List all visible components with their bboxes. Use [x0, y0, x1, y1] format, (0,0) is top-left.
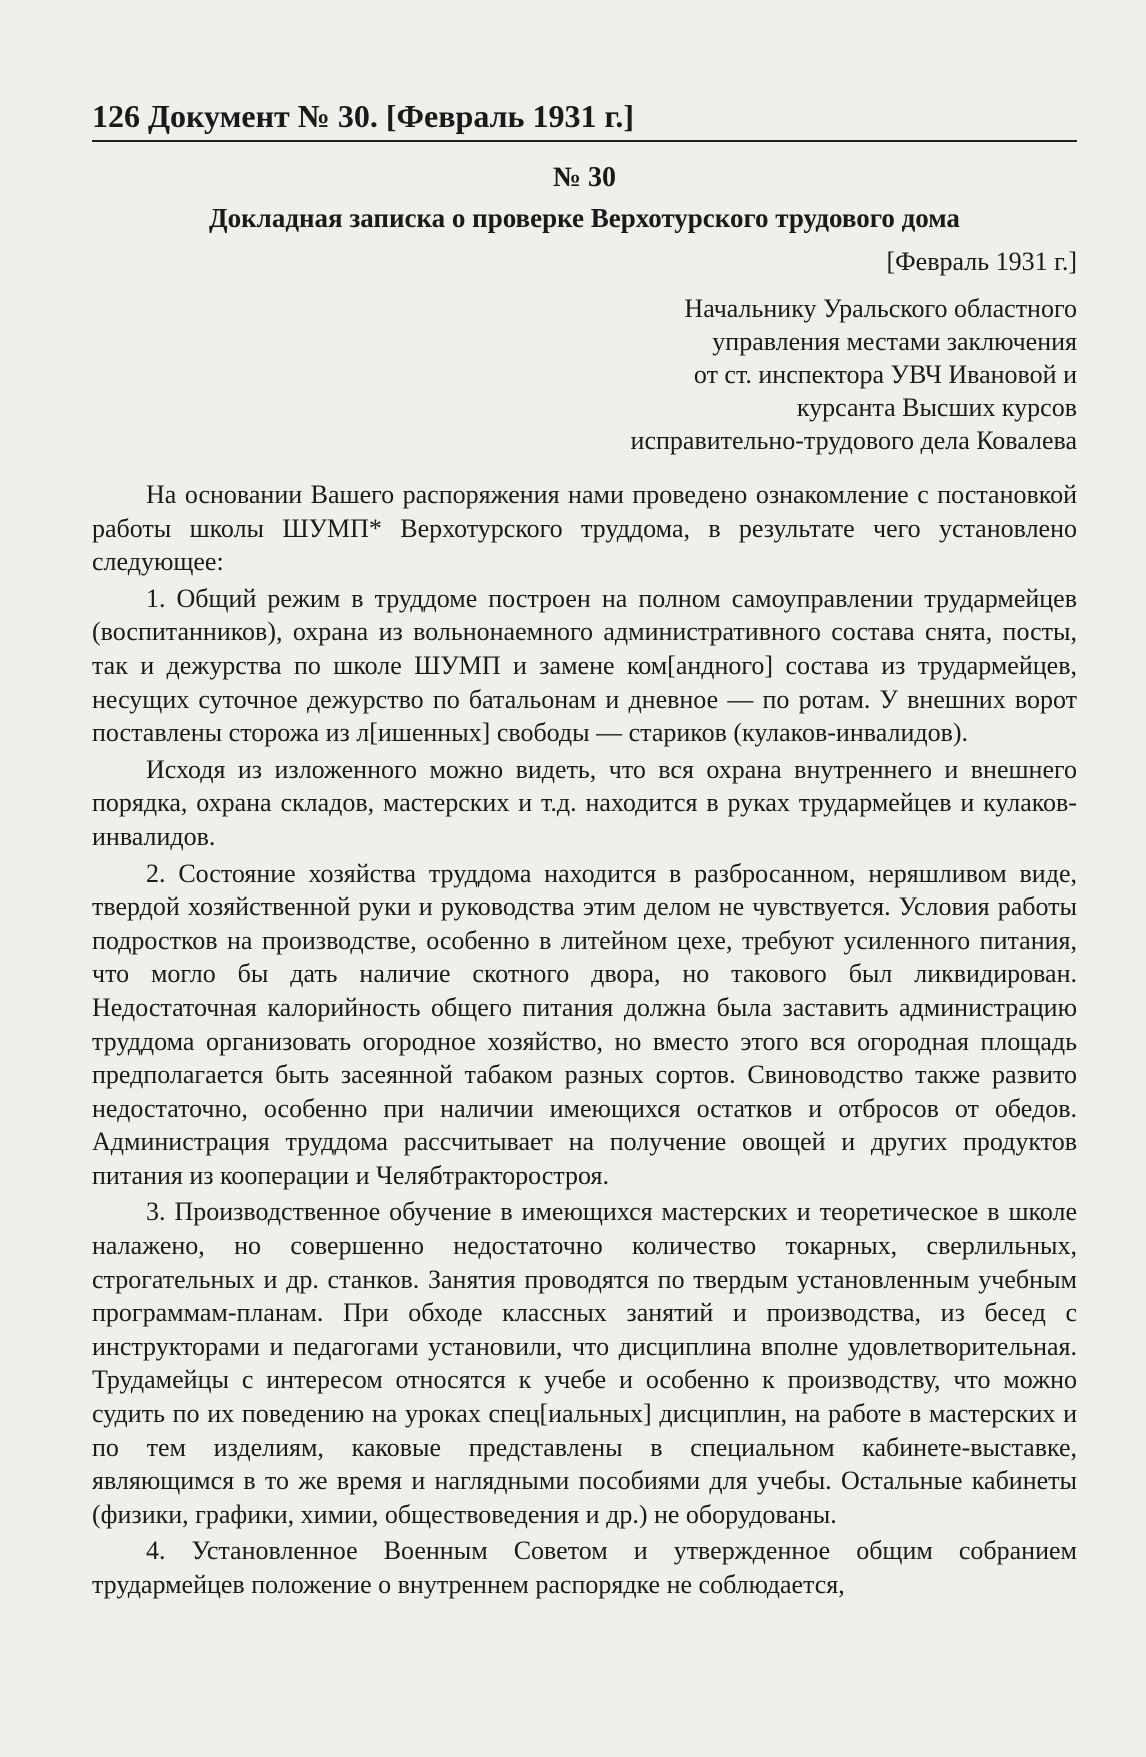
- paragraph-conclusion: Исходя из изложенного можно видеть, что вся охрана внутреннего и внешнего порядка, охрана складов, мастерских и т.д. находится в руках трудармейцев и кулаков-инвалидов.: [92, 754, 1077, 851]
- document-date: [Февраль 1931 г.]: [886, 247, 1077, 276]
- paragraph-item-1: 1. Общий режим в труддоме построен на полном самоуправлении трудармейцев (воспитанников), охрана из вольнонаемного административного состава снята, посты, так и дежурства по школе ШУМП и замене ком[андного] состава из трудармейцев, несущих суточное дежурство по батальонам и дневное — по ротам. У внешних ворот поставлены сторожа из л[ишенных] свободы — стариков (кулаков-инвалидов).: [92, 583, 1077, 748]
- addressee-line: от ст. инспектора УВЧ Ивановой и: [693, 360, 1077, 389]
- addressee-block: [92, 292, 1077, 457]
- document-title: Докладная записка о проверке Верхотурского трудового дома: [209, 203, 960, 233]
- paragraph-item-4: 4. Установленное Военным Советом и утвержденное общим собранием трудармейцев положение о внутреннем распорядке не соблюдается,: [92, 1536, 1077, 1599]
- paragraph-intro: На основании Вашего распоряжения нами проведено ознакомление с постановкой работы школы ШУМП* Верхотурского труддома, в результате чего установлено следующее:: [92, 480, 1077, 577]
- addressee-line: исправительно-трудового дела Ковалева: [630, 426, 1077, 455]
- running-header: 126 Документ № 30. [Февраль 1931 г.]: [92, 98, 635, 134]
- header-rule: [92, 140, 1077, 142]
- document-number: № 30: [552, 162, 617, 193]
- document-body: [92, 478, 1077, 1605]
- addressee-line: курсанта Высших курсов: [796, 393, 1077, 422]
- addressee-line: управления местами заключения: [712, 327, 1077, 356]
- paragraph-item-3: 3. Производственное обучение в имеющихся мастерских и теоретическое в школе налажено, но совершенно недостаточно количество токарных, сверлильных, строгательных и др. станков. Занятия проводятся по твердым установленным учебным программам-планам. При обходе классных занятий и производства, из бесед с инструкторами и педагогами установили, что дисциплина вполне удовлетворительная. Трудамейцы с интересом относятся к учебе и особенно к производству, что можно судить по их поведению на уроках спец[иальных] дисциплин, на работе в мастерских и по тем изделиям, каковые представлены в специальном кабинете-выставке, являющимся в то же время и наглядными пособиями для учебы. Остальные кабинеты (физики, графики, химии, обществоведения и др.) не оборудованы.: [92, 1197, 1077, 1529]
- addressee-line: Начальнику Уральского областного: [684, 294, 1077, 323]
- paragraph-item-2: 2. Состояние хозяйства труддома находится в разбросанном, неряшливом виде, твердой хозяйственной руки и руководства этим делом не чувствуется. Условия работы подростков на производстве, особенно в литейном цехе, требуют усиленного питания, что могло бы дать наличие скотного двора, но такового был ликвидирован. Недостаточная калорийность общего питания должна была заставить администрацию труддома организовать огородное хозяйство, но вместо этого вся огородная площадь предполагается быть засеянной табаком разных сортов. Свиноводство также развито недостаточно, особенно при наличии имеющихся остатков и отбросов от обедов. Администрация труддома рассчитывает на получение овощей и других продуктов питания из кооперации и Челябтракторостроя.: [92, 858, 1077, 1190]
